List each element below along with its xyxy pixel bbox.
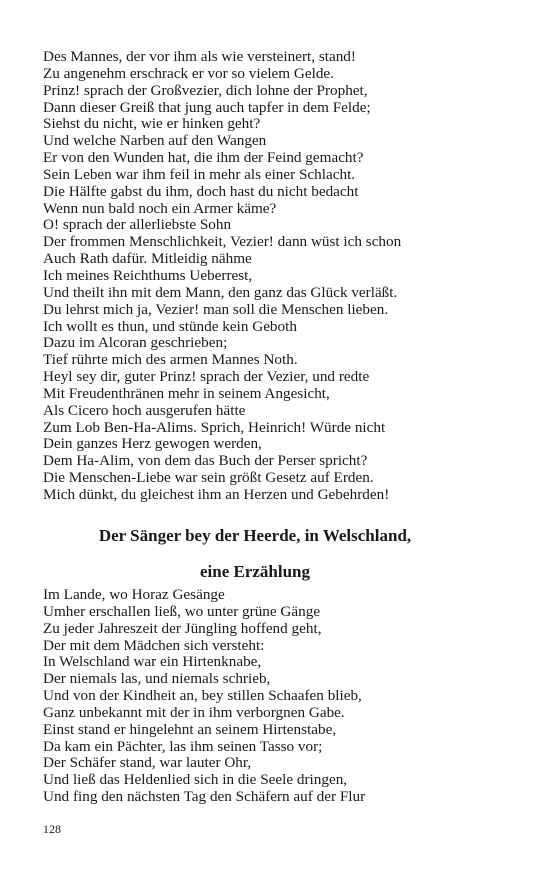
verse-line: Und theilt ihn mit dem Mann, den ganz das Glück verläßt. (43, 283, 398, 301)
page-number: 128 (43, 822, 61, 836)
verse-line: Dem Ha-Alim, von dem das Buch der Perser spricht? (43, 452, 368, 470)
verse-line: In Welschland war ein Hirtenknabe, (43, 653, 262, 671)
verse-line: Der frommen Menschlichkeit, Vezier! dann wüst ich schon (43, 233, 402, 251)
poem-stanza-2 (43, 587, 513, 806)
verse-line: Du lehrst mich ja, Vezier! man soll die Menschen lieben. (43, 300, 389, 318)
verse-line: Tief rührte mich des armen Mannes Noth. (43, 351, 298, 369)
verse-line: Ich meines Reichthums Ueberrest, (43, 266, 253, 284)
verse-line: Heyl sey dir, guter Prinz! sprach der Vezier, und redte (43, 368, 370, 386)
verse-line: O! sprach der allerliebste Sohn (43, 216, 232, 234)
verse-line: Mich dünkt, du gleichest ihm an Herzen und Gebehrden! (43, 485, 390, 503)
verse-line: Dein ganzes Herz gewogen werden, (43, 435, 262, 453)
verse-line: Ganz unbekannt mit der in ihm verborgnen Gabe. (43, 703, 345, 721)
verse-line: Der Schäfer stand, war lauter Ohr, (43, 754, 252, 772)
verse-line: Sein Leben war ihm feil in mehr als einer Schlacht. (43, 165, 356, 183)
verse-line: Da kam ein Pächter, las ihm seinen Tasso vor; (43, 737, 323, 755)
verse-line: Im Lande, wo Horaz Gesänge (43, 586, 225, 603)
verse-line: Prinz! sprach der Großvezier, dich lohne der Prophet, (43, 81, 368, 99)
section-title: Der Sänger bey der Heerde, in Welschland, (98, 526, 412, 545)
verse-line: Der niemals las, und niemals schrieb, (43, 670, 271, 688)
verse-line: Und ließ das Heldenlied sich in die Seele dringen, (43, 771, 348, 789)
verse-line: Zum Lob Ben-Ha-Alims. Sprich, Heinrich! Würde nicht (43, 418, 386, 436)
section-subtitle: eine Erzählung (199, 562, 311, 581)
verse-line: Als Cicero hoch ausgerufen hätte (43, 401, 246, 419)
verse-line: Dann dieser Greiß that jung auch tapfer in dem Felde; (43, 98, 371, 116)
verse-line: Zu jeder Jahreszeit der Jüngling hoffend geht, (43, 619, 322, 637)
verse-line: Ich wollt es thun, und stünde kein Geboth (43, 317, 297, 335)
verse-line: Und von der Kindheit an, bey stillen Schaafen blieb, (43, 687, 362, 705)
verse-line: Des Mannes, der vor ihm als wie versteinert, stand! (43, 48, 356, 65)
verse-line: Auch Rath dafür. Mitleidig nähme (43, 250, 252, 268)
verse-line: Umher erschallen ließ, wo unter grüne Gänge (43, 602, 321, 620)
verse-line: Einst stand er hingelehnt an seinem Hirtenstabe, (43, 720, 337, 738)
verse-line: Und welche Narben auf den Wangen (43, 132, 267, 150)
verse-line: Und fing den nächsten Tag den Schäfern auf der Flur (43, 788, 366, 806)
verse-line: Die Menschen-Liebe war sein größt Gesetz auf Erden. (43, 469, 374, 487)
verse-line: Wenn nun bald noch ein Armer käme? (43, 199, 277, 217)
verse-line: Zu angenehm erschrack er vor so vielem Gelde. (43, 64, 334, 82)
verse-line: Die Hälfte gabst du ihm, doch hast du nicht bedacht (43, 182, 359, 200)
verse-line: Siehst du nicht, wie er hinken geht? (43, 115, 261, 133)
verse-line: Dazu im Alcoran geschrieben; (43, 334, 228, 352)
verse-line: Mit Freudenthränen mehr in seinem Angesicht, (43, 384, 330, 402)
verse-line: Der mit dem Mädchen sich versteht: (43, 636, 265, 654)
verse-line: Er von den Wunden hat, die ihm der Feind gemacht? (43, 149, 364, 167)
poem-stanza-1 (43, 49, 513, 504)
